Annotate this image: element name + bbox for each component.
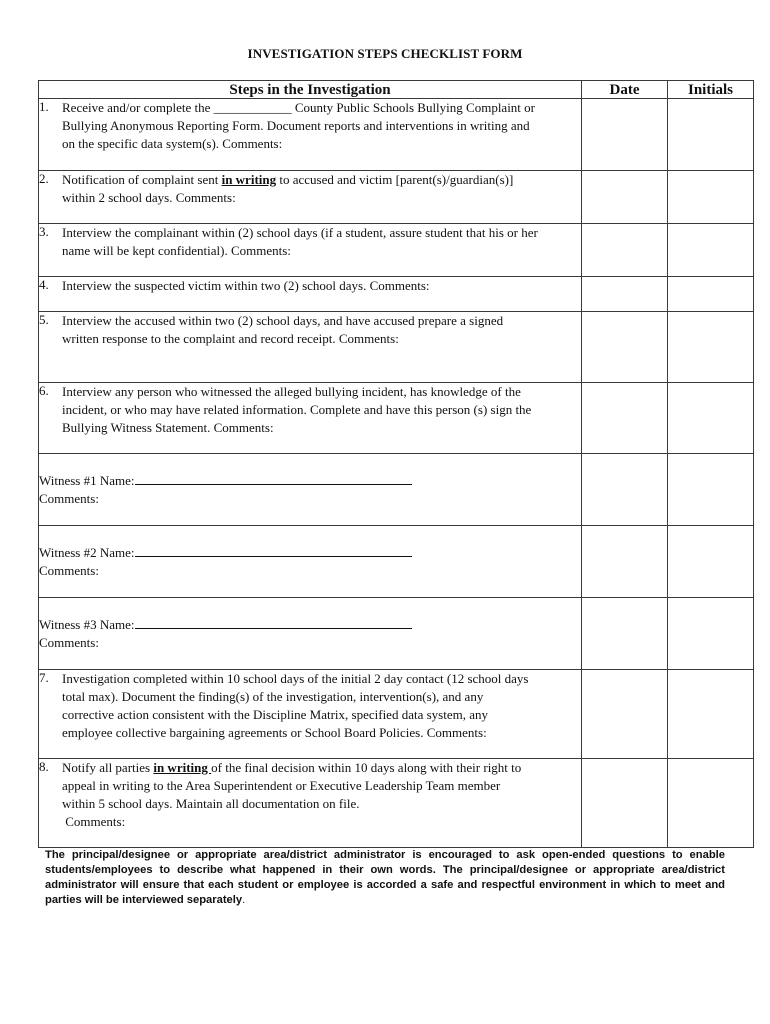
step-3-cell bbox=[39, 224, 582, 277]
table-row bbox=[39, 171, 754, 224]
initials-cell[interactable] bbox=[668, 171, 754, 224]
header-initials: Initials bbox=[668, 81, 754, 99]
in-writing-emphasis: in writing bbox=[153, 760, 212, 775]
step-2-cell bbox=[39, 171, 582, 224]
step-text-line: Interview the complainant within (2) school days (if a student, assure student that his or her bbox=[62, 225, 538, 240]
header-date: Date bbox=[582, 81, 668, 99]
table-row bbox=[39, 454, 754, 526]
footer-note-period: . bbox=[242, 894, 246, 906]
step-text-line: Bullying Witness Statement. Comments: bbox=[62, 420, 274, 435]
date-cell[interactable] bbox=[582, 670, 668, 759]
table-row bbox=[39, 598, 754, 670]
initials-cell[interactable] bbox=[668, 759, 754, 848]
step-text-line bbox=[62, 759, 581, 777]
step-number: 3. bbox=[39, 224, 49, 239]
table-row bbox=[39, 383, 754, 454]
step-text-line: Interview the accused within two (2) school days, and have accused prepare a signed bbox=[62, 313, 504, 328]
step-text-line: Comments: bbox=[62, 814, 126, 829]
date-cell[interactable] bbox=[582, 312, 668, 383]
date-cell[interactable] bbox=[582, 383, 668, 454]
step-number: 4. bbox=[39, 277, 49, 292]
witness-1-name-label: Witness #1 Name: bbox=[39, 473, 135, 488]
step-text-line bbox=[62, 171, 581, 189]
footer-note bbox=[45, 848, 725, 908]
step-text-line: corrective action consistent with the Discipline Matrix, specified data system, any bbox=[62, 707, 488, 722]
date-cell[interactable] bbox=[582, 224, 668, 277]
initials-cell[interactable] bbox=[668, 224, 754, 277]
witness-2-name-field[interactable] bbox=[135, 546, 412, 557]
initials-cell[interactable] bbox=[668, 277, 754, 312]
step-text: Notification of complaint sent bbox=[62, 172, 222, 187]
header-steps: Steps in the Investigation bbox=[39, 81, 582, 99]
form-title: INVESTIGATION STEPS CHECKLIST FORM bbox=[247, 46, 523, 61]
date-cell[interactable] bbox=[582, 598, 668, 670]
initials-cell[interactable] bbox=[668, 670, 754, 759]
witness-3-name-label: Witness #3 Name: bbox=[39, 617, 135, 632]
step-text-line: incident, or who may have related information. Complete and have this person (s) sign the bbox=[62, 402, 532, 417]
step-text: Notify all parties bbox=[62, 760, 154, 775]
in-writing-emphasis: in writing bbox=[221, 172, 277, 187]
witness-1-cell bbox=[39, 454, 582, 526]
initials-cell[interactable] bbox=[668, 312, 754, 383]
step-text-line: name will be kept confidential). Comments: bbox=[62, 243, 291, 258]
step-number: 5. bbox=[39, 312, 49, 327]
table-row bbox=[39, 99, 754, 171]
initials-cell[interactable] bbox=[668, 454, 754, 526]
step-text-line: Bullying Anonymous Reporting Form. Document reports and interventions in writing and bbox=[62, 118, 530, 133]
witness-2-comments-label: Comments: bbox=[39, 563, 99, 578]
step-number: 1. bbox=[39, 99, 49, 114]
footer-note-text: The principal/designee or appropriate area/district administrator is encouraged to ask open-ended questions to enable students/employees to describe what happened in their own words. The principal/designee or appropriate area/district administrator will ensure that each student or employee is accorded a safe and respectful environment in which to meet and parties will be interviewed separately bbox=[45, 849, 725, 906]
table-row bbox=[39, 312, 754, 383]
step-text: of the final decision within 10 days along with their right to bbox=[211, 760, 522, 775]
step-5-cell bbox=[39, 312, 582, 383]
date-cell[interactable] bbox=[582, 277, 668, 312]
date-cell[interactable] bbox=[582, 759, 668, 848]
step-number: 2. bbox=[39, 171, 49, 186]
step-text-line: within 5 school days. Maintain all documentation on file. bbox=[62, 796, 360, 811]
date-cell[interactable] bbox=[582, 526, 668, 598]
table-row bbox=[39, 759, 754, 848]
step-text-line: within 2 school days. Comments: bbox=[62, 190, 236, 205]
step-text-line: appeal in writing to the Area Superintendent or Executive Leadership Team member bbox=[62, 778, 501, 793]
date-cell[interactable] bbox=[582, 171, 668, 224]
initials-cell[interactable] bbox=[668, 526, 754, 598]
table-row bbox=[39, 670, 754, 759]
witness-3-name-field[interactable] bbox=[135, 618, 412, 629]
date-cell[interactable] bbox=[582, 99, 668, 171]
step-text-line: written response to the complaint and record receipt. Comments: bbox=[62, 331, 399, 346]
step-6-cell bbox=[39, 383, 582, 454]
witness-3-comments-label: Comments: bbox=[39, 635, 99, 650]
step-text-line: employee collective bargaining agreements or School Board Policies. Comments: bbox=[62, 725, 487, 740]
date-cell[interactable] bbox=[582, 454, 668, 526]
witness-3-cell bbox=[39, 598, 582, 670]
witness-1-name-field[interactable] bbox=[135, 474, 412, 485]
step-1-cell bbox=[39, 99, 582, 171]
initials-cell[interactable] bbox=[668, 598, 754, 670]
initials-cell[interactable] bbox=[668, 99, 754, 171]
step-number: 6. bbox=[39, 383, 49, 398]
step-text: to accused and victim [parent(s)/guardian(s)] bbox=[276, 172, 514, 187]
witness-1-comments-label: Comments: bbox=[39, 491, 99, 506]
table-row bbox=[39, 526, 754, 598]
initials-cell[interactable] bbox=[668, 383, 754, 454]
step-number: 7. bbox=[39, 670, 49, 685]
step-text-line: Interview any person who witnessed the alleged bullying incident, has knowledge of the bbox=[62, 384, 521, 399]
step-7-cell bbox=[39, 670, 582, 759]
step-text-line: on the specific data system(s). Comments: bbox=[62, 136, 283, 151]
step-number: 8. bbox=[39, 759, 49, 774]
step-text-line: Receive and/or complete the ____________ County Public Schools Bullying Complaint or bbox=[62, 100, 536, 115]
table-row bbox=[39, 224, 754, 277]
witness-2-cell bbox=[39, 526, 582, 598]
step-text-line: Investigation completed within 10 school days of the initial 2 day contact (12 school days bbox=[62, 671, 529, 686]
step-4-cell bbox=[39, 277, 582, 312]
checklist-table bbox=[38, 80, 754, 848]
header-row bbox=[39, 81, 754, 99]
witness-2-name-label: Witness #2 Name: bbox=[39, 545, 135, 560]
table-row bbox=[39, 277, 754, 312]
step-text-line: total max). Document the finding(s) of the investigation, intervention(s), and any bbox=[62, 689, 484, 704]
step-text-line: Interview the suspected victim within two (2) school days. Comments: bbox=[62, 278, 430, 293]
step-8-cell bbox=[39, 759, 582, 848]
